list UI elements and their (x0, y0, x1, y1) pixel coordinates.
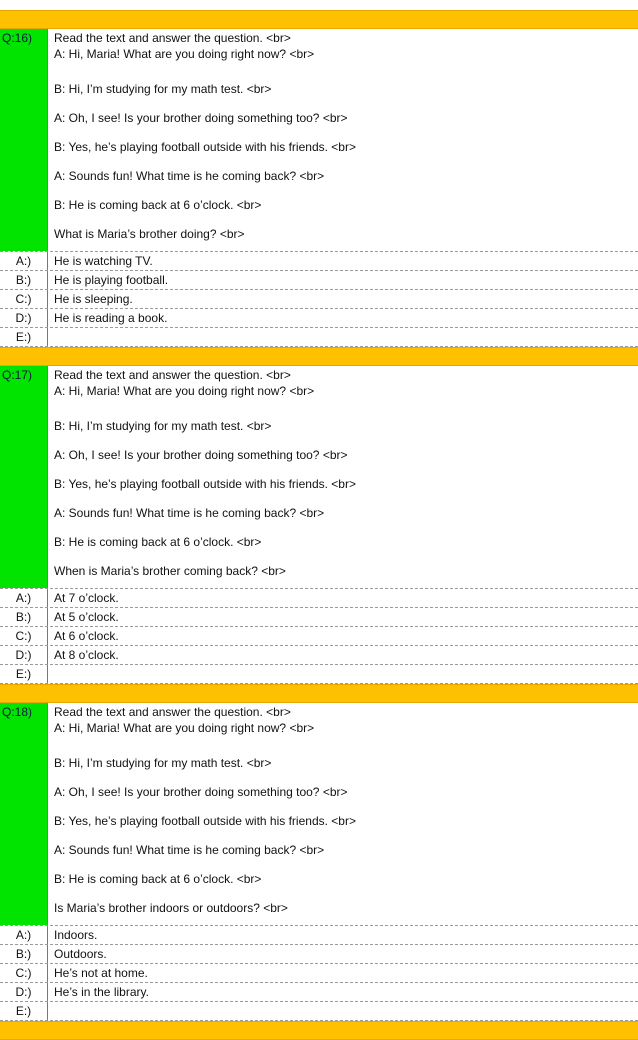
option-label: E:) (0, 665, 48, 683)
option-b[interactable] (0, 608, 638, 627)
question-block-16 (0, 29, 638, 347)
option-text: Indoors. (54, 928, 98, 942)
question-line: B: Hi, I’m studying for my math test. <br> (54, 419, 272, 433)
option-e[interactable] (0, 1002, 638, 1021)
option-text: At 5 o’clock. (54, 610, 119, 624)
question-line: B: Yes, he’s playing football outside with his friends. <br> (54, 814, 356, 828)
option-text: He’s not at home. (54, 966, 148, 980)
option-d[interactable] (0, 646, 638, 665)
separator-bar (0, 684, 638, 703)
option-label: B:) (0, 945, 48, 963)
option-label: B:) (0, 608, 48, 626)
question-line: B: Yes, he’s playing football outside with his friends. <br> (54, 140, 356, 154)
question-block-18 (0, 703, 638, 1021)
option-c[interactable] (0, 627, 638, 646)
question-line: B: He is coming back at 6 o’clock. <br> (54, 198, 262, 212)
option-a[interactable] (0, 926, 638, 945)
question-line: A: Hi, Maria! What are you doing right now? <br> (54, 721, 315, 735)
option-text: He is watching TV. (54, 254, 153, 268)
question-line: B: Yes, he’s playing football outside with his friends. <br> (54, 477, 356, 491)
option-text (48, 328, 54, 346)
option-a[interactable] (0, 589, 638, 608)
question-line: What is Maria’s brother doing? <br> (54, 227, 245, 241)
question-block-17 (0, 366, 638, 684)
question-number: Q:18) (0, 703, 48, 925)
separator-bar (0, 347, 638, 366)
option-label: C:) (0, 290, 48, 308)
question-line: B: He is coming back at 6 o’clock. <br> (54, 872, 262, 886)
option-label: B:) (0, 271, 48, 289)
option-text: He is playing football. (54, 273, 169, 287)
option-label: A:) (0, 926, 48, 944)
question-line: Read the text and answer the question. <br> (54, 368, 291, 382)
question-line: B: He is coming back at 6 o’clock. <br> (54, 535, 262, 549)
option-label: C:) (0, 627, 48, 645)
option-label: C:) (0, 964, 48, 982)
option-label: A:) (0, 589, 48, 607)
separator-bar (0, 10, 638, 29)
question-line: A: Oh, I see! Is your brother doing something too? <br> (54, 785, 348, 799)
option-label: E:) (0, 1002, 48, 1020)
option-a[interactable] (0, 252, 638, 271)
option-d[interactable] (0, 983, 638, 1002)
separator-bar (0, 1021, 638, 1040)
question-line: A: Hi, Maria! What are you doing right now? <br> (54, 384, 315, 398)
option-c[interactable] (0, 964, 638, 983)
question-line: Read the text and answer the question. <br> (54, 705, 291, 719)
question-sheet (0, 10, 638, 1040)
question-number: Q:16) (0, 29, 48, 251)
option-text: At 6 o’clock. (54, 629, 119, 643)
option-label: A:) (0, 252, 48, 270)
option-text (48, 1002, 54, 1020)
option-text: Outdoors. (54, 947, 107, 961)
option-b[interactable] (0, 271, 638, 290)
question-17 (0, 366, 638, 589)
question-text (48, 29, 638, 251)
option-c[interactable] (0, 290, 638, 309)
question-text (48, 366, 638, 588)
option-b[interactable] (0, 945, 638, 964)
question-line: A: Sounds fun! What time is he coming back? <br> (54, 506, 325, 520)
option-text: At 7 o’clock. (54, 591, 119, 605)
question-line: B: Hi, I’m studying for my math test. <br> (54, 756, 272, 770)
option-text: He is sleeping. (54, 292, 133, 306)
option-e[interactable] (0, 328, 638, 347)
question-line: A: Hi, Maria! What are you doing right now? <br> (54, 47, 315, 61)
option-text: He is reading a book. (54, 311, 168, 325)
question-18 (0, 703, 638, 926)
option-e[interactable] (0, 665, 638, 684)
question-line: A: Oh, I see! Is your brother doing something too? <br> (54, 111, 348, 125)
option-text: He’s in the library. (54, 985, 149, 999)
option-label: E:) (0, 328, 48, 346)
question-line: When is Maria’s brother coming back? <br> (54, 564, 286, 578)
question-line: Is Maria’s brother indoors or outdoors? <br> (54, 901, 288, 915)
question-number: Q:17) (0, 366, 48, 588)
option-label: D:) (0, 646, 48, 664)
option-d[interactable] (0, 309, 638, 328)
question-16 (0, 29, 638, 252)
question-line: A: Sounds fun! What time is he coming back? <br> (54, 169, 325, 183)
question-line: A: Sounds fun! What time is he coming back? <br> (54, 843, 325, 857)
option-label: D:) (0, 983, 48, 1001)
question-line: A: Oh, I see! Is your brother doing something too? <br> (54, 448, 348, 462)
question-line: Read the text and answer the question. <br> (54, 31, 291, 45)
option-text (48, 665, 54, 683)
option-label: D:) (0, 309, 48, 327)
option-text: At 8 o’clock. (54, 648, 119, 662)
question-line: B: Hi, I’m studying for my math test. <br> (54, 82, 272, 96)
question-text (48, 703, 638, 925)
